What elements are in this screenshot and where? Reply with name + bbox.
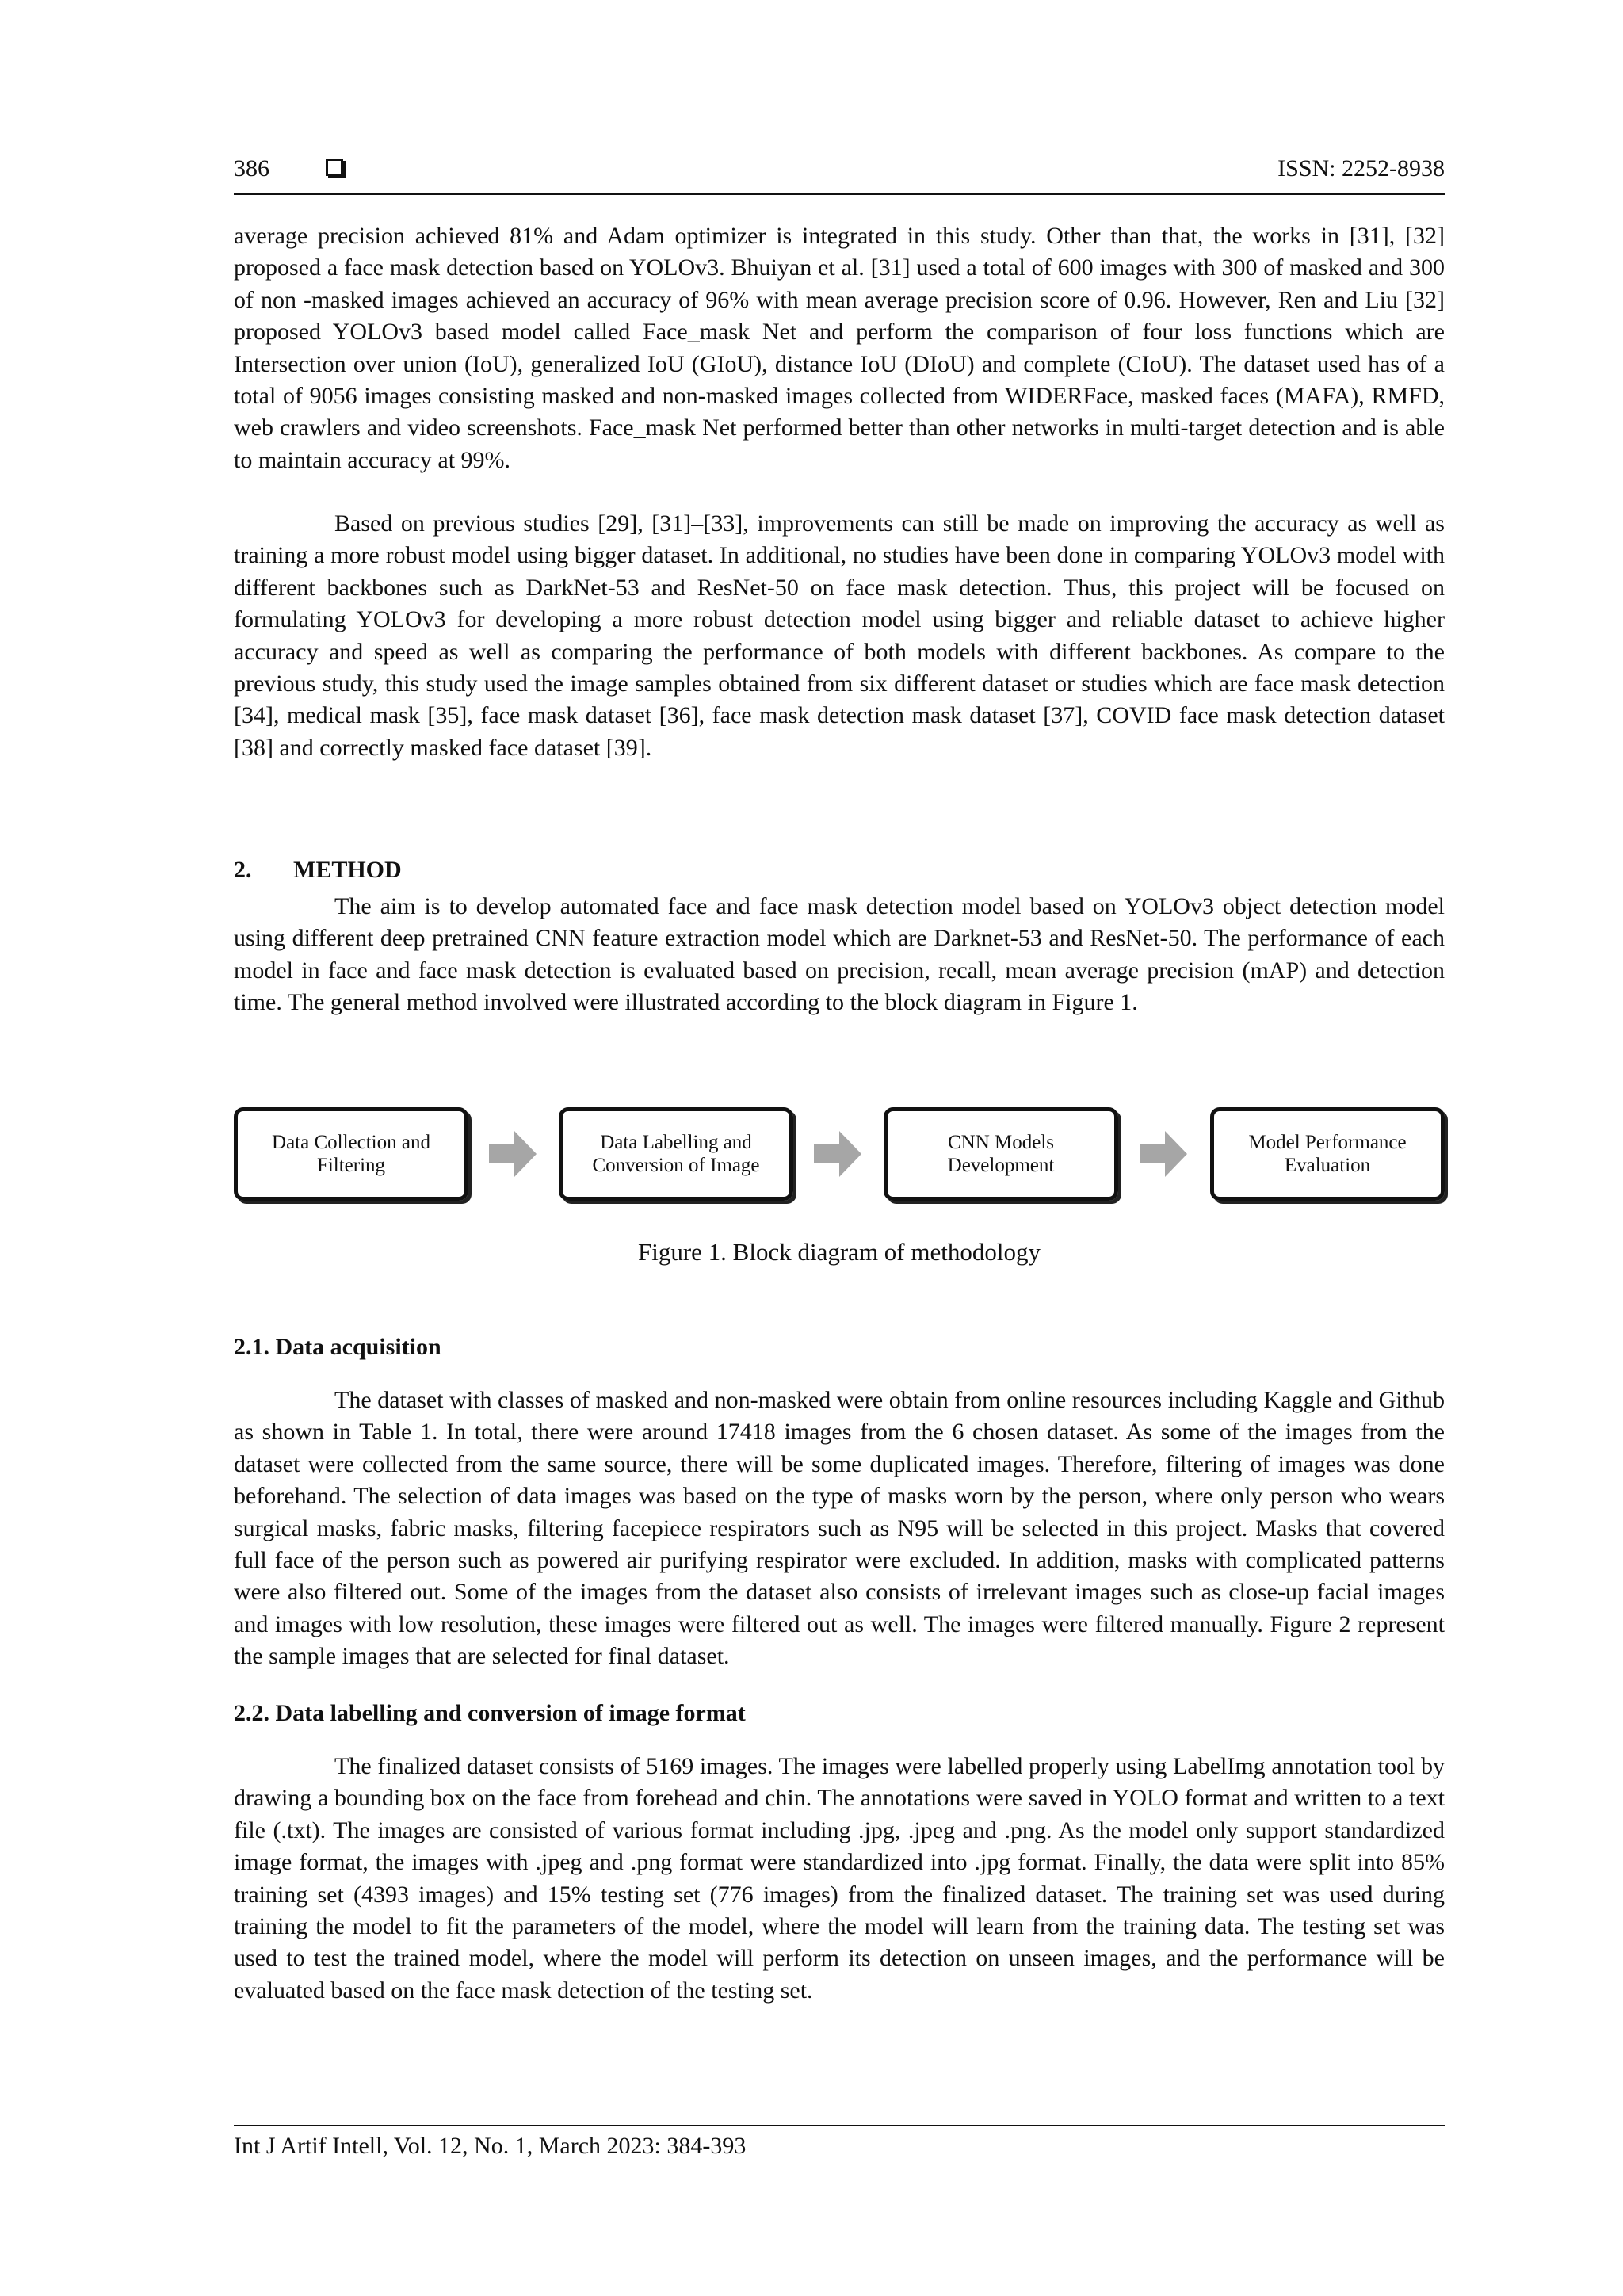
section-title: METHOD bbox=[293, 857, 402, 883]
block-data-labelling: Data Labelling and Conversion of Image bbox=[559, 1107, 793, 1201]
right-arrow-icon bbox=[1140, 1131, 1187, 1177]
footer-rule bbox=[234, 2125, 1445, 2126]
section-number: 2. bbox=[234, 857, 252, 883]
issn-label: ISSN: 2252-8938 bbox=[1277, 155, 1445, 181]
page-header bbox=[234, 155, 1445, 195]
method-paragraph: The aim is to develop automated face and face mask detection model based on YOLOv3 object detection model using different deep pretrained CNN feature extraction model which are Darknet-53 and ResNet-50. The performance of each model in face and face mask detection is evaluated based on precision, recall, mean average precision (mAP) and detection time. The general method involved were illustrated according to the block diagram in Figure 1. bbox=[234, 893, 1445, 1016]
intro-paragraph-1: average precision achieved 81% and Adam optimizer is integrated in this study. Other than that, the works in [31], [32] proposed a face mask detection based on YOLOv3. Bhuiyan et al. [31] used a total of 600 images with 300 of masked and 300 of non -masked images achieved an accuracy of 96% with mean average precision score of 0.96. However, Ren and Liu [32] proposed YOLOv3 based model called Face_mask Net and perform the comparison of four loss functions which are Intersection over union (IoU), generalized IoU (GIoU), distance IoU (DIoU) and complete (CIoU). The dataset used has of a total of 9056 images consisting masked and non-masked images collected from WIDERFace, masked faces (MAFA), RMFD, web crawlers and video screenshots. Face_mask Net performed better than other networks in multi-target detection and is able to maintain accuracy at 99%. bbox=[234, 223, 1445, 473]
right-arrow-icon bbox=[814, 1131, 861, 1177]
section-heading-method bbox=[234, 857, 402, 884]
block-model-performance: Model Performance Evaluation bbox=[1210, 1107, 1445, 1201]
page-number: 386 bbox=[234, 155, 269, 181]
figure-caption: Figure 1. Block diagram of methodology bbox=[638, 1238, 1041, 1266]
square-bullet-icon bbox=[326, 159, 343, 176]
methodology-block-diagram bbox=[234, 1107, 1445, 1202]
subsection-heading-data-acquisition: 2.1. Data acquisition bbox=[234, 1334, 441, 1360]
data-labelling-paragraph: The finalized dataset consists of 5169 images. The images were labelled properly using LabelImg annotation tool by drawing a bounding box on the face from forehead and chin. The annotations were saved in YOLO format and written to a text file (.txt). The images are consisted of various format including .jpg, .jpeg and .png. As the model only support standardized image format, the images with .jpeg and .png format were standardized into .jpg format. Finally, the data were split into 85% training set (4393 images) and 15% testing set (776 images) from the finalized dataset. The training set was used during training the model to fit the parameters of the model, where the model will learn from the training data. The testing set was used to test the trained model, where the model will perform its detection on unseen images, and the performance will be evaluated based on the face mask detection of the testing set. bbox=[234, 1753, 1445, 2004]
data-acquisition-paragraph: The dataset with classes of masked and non-masked were obtain from online resources including Kaggle and Github as shown in Table 1. In total, there were around 17418 images from the 6 chosen dataset. As some of the images from the dataset were collected from the same source, there will be some duplicated images. Therefore, filtering of images was done beforehand. The selection of data images was based on the type of masks worn by the person, where only person who wears surgical masks, fabric masks, filtering facepiece respirators such as N95 will be selected in this project. Masks that covered full face of the person such as powered air purifying respirator were excluded. In addition, masks with complicated patterns were also filtered out. Some of the images from the dataset also consists of irrelevant images such as close-up facial images and images with low resolution, these images were filtered out as well. The images were filtered manually. Figure 2 represent the sample images that are selected for final dataset. bbox=[234, 1387, 1445, 1670]
block-cnn-models: CNN Models Development bbox=[884, 1107, 1118, 1201]
header-rule bbox=[234, 193, 1445, 195]
right-arrow-icon bbox=[489, 1131, 537, 1177]
block-data-collection: Data Collection and Filtering bbox=[234, 1107, 468, 1201]
intro-paragraph-2: Based on previous studies [29], [31]–[33], improvements can still be made on improving the accuracy as well as training a more robust model using bigger dataset. In additional, no studies have been done in comparing YOLOv3 model with different backbones such as DarkNet-53 and ResNet-50 on face mask detection. Thus, this project will be focused on formulating YOLOv3 for developing a more robust detection model using bigger and reliable dataset to achieve higher accuracy and speed as well as comparing the performance of both models with different backbones. As compare to the previous study, this study used the image samples obtained from six different dataset or studies which are face mask detection [34], medical mask [35], face mask dataset [36], face mask detection mask dataset [37], COVID face mask detection dataset [38] and correctly masked face dataset [39]. bbox=[234, 510, 1445, 761]
subsection-heading-data-labelling: 2.2. Data labelling and conversion of image format bbox=[234, 1700, 746, 1726]
footer-citation: Int J Artif Intell, Vol. 12, No. 1, March 2023: 384-393 bbox=[234, 2133, 747, 2159]
